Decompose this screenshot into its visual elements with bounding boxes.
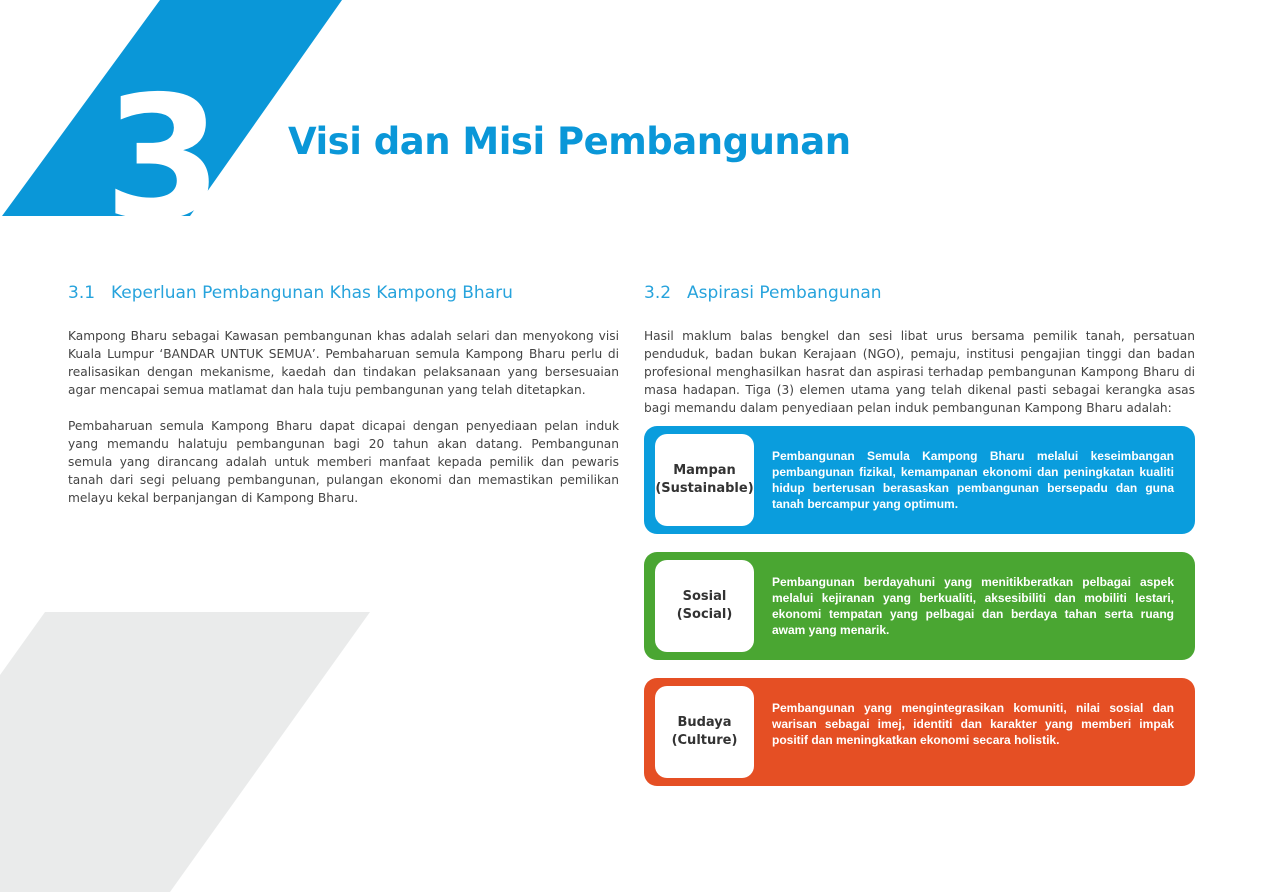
section-number: 3.1 [68,283,96,303]
body-paragraph: Kampong Bharu sebagai Kawasan pembangunan khas adalah selari dan menyokong visi Kuala Lumpur ‘BANDAR UNTUK SEMUA’. Pembaharuan semula Kampong Bharu perlu di realisasikan dengan mekanisme, kaedah dan tindakan pelaksanaan yang bersesuaian agar mencapai semua matlamat dan hala tuju pembangunan yang telah ditetapkan. [68,329,619,397]
aspiration-description: Pembangunan Semula Kampong Bharu melalui keseimbangan pembangunan fizikal, kemampanan ekonomi dan peningkatan kualiti hidup berterusan berasaskan pembangunan bersepadu dan guna tanah bercampur yang optimum. [772,449,1174,511]
aspiration-label-line1: Mampan [673,463,736,478]
aspiration-card-culture [644,678,1195,786]
aspiration-label-line2: (Culture) [671,733,738,748]
aspiration-card-social [644,552,1195,660]
aspiration-label-line2: (Sustainable) [655,481,754,496]
aspiration-label [655,686,754,778]
aspiration-label-line1: Budaya [677,715,732,730]
aspiration-description: Pembangunan berdayahuni yang menitikberatkan pelbagai aspek melalui kejiranan yang berkualiti, aksesibiliti dan mobiliti lestari, ekonomi tempatan yang pelbagai dan berdaya tahan serta ruang awam yang menarik. [772,575,1174,637]
aspiration-card-sustainable [644,426,1195,534]
body-paragraph: Hasil maklum balas bengkel dan sesi libat urus bersama pemilik tanah, persatuan penduduk, badan bukan Kerajaan (NGO), pemaju, institusi pengajian tinggi dan badan profesional menghasilkan hasrat dan aspirasi terhadap pembangunan Kampong Bharu di masa hadapan. Tiga (3) elemen utama yang telah dikenal pasti sebagai kerangka asas bagi memandu dalam penyediaan pelan induk pembangunan Kampong Bharu adalah: [644,329,1195,415]
aspiration-description: Pembangunan yang mengintegrasikan komuniti, nilai sosial dan warisan sebagai imej, identiti dan karakter yang memberi impak positif dan meningkatkan ekonomi secara holistik. [772,701,1174,747]
section-number: 3.2 [644,283,672,303]
page-title: Visi dan Misi Pembangunan [288,120,851,163]
section-heading [68,282,619,304]
section-heading [644,282,1195,304]
aspiration-label-line2: (Social) [676,607,733,622]
section-requirements [68,282,619,525]
chapter-number: 3 [104,60,223,258]
aspiration-label [655,560,754,652]
aspiration-label [655,434,754,526]
aspiration-label-line1: Sosial [682,589,727,604]
body-paragraph: Pembaharuan semula Kampong Bharu dapat dicapai dengan penyediaan pelan induk yang memandu halatuju pembangunan bagi 20 tahun akan datang. Pembangunan semula yang dirancang adalah untuk memberi manfaat kepada pemilik dan pewaris tanah dari segi peluang pembangunan, pulangan ekonomi dan memastikan pemilikan melayu kekal berpanjangan di Kampong Bharu. [68,419,619,505]
section-title: Aspirasi Pembangunan [687,283,882,303]
grey-decor-shape [0,612,370,892]
section-aspirations [644,282,1195,435]
section-title: Keperluan Pembangunan Khas Kampong Bharu [111,283,513,303]
